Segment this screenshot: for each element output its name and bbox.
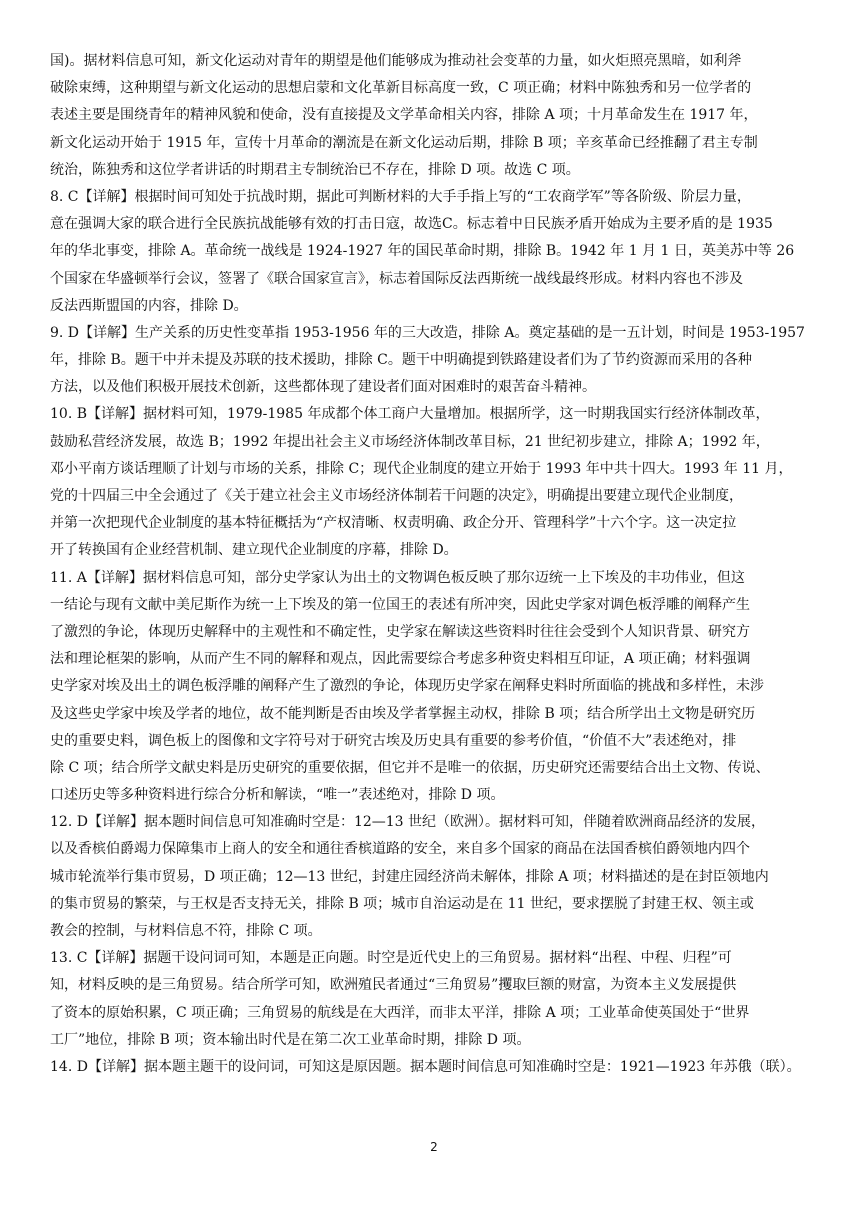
text-line: 国)。据材料信息可知，新文化运动对青年的期望是他们能够成为推动社会变革的力量，如火炬照亮黑暗，如利斧	[50, 53, 742, 69]
text-line: 表述主要是围绕青年的精神风貌和使命，没有直接提及文学革命相关内容，排除 A 项；十月革命发生在 1917 年，	[50, 107, 758, 124]
paragraph-q8	[50, 184, 820, 320]
text-line: 破除束缚，这种期望与新文化运动的思想启蒙和文化革新目标高度一致，C 项正确；材料中陈独秀和另一位学者的	[50, 80, 752, 97]
text-line: 并第一次把现代企业制度的基本特征概括为“产权清晰、权责明确、政企分开、管理科学”十六个字。这一决定拉	[50, 515, 737, 532]
text-line: 9. D【详解】生产关系的历史性变革指 1953-1956 年的三大改造，排除 A。奠定基础的是一五计划，时间是 1953-1957	[50, 324, 805, 341]
text-line: 工厂”地位，排除 B 项；资本输出时代是在第二次工业革命时期，排除 D 项。	[50, 1031, 531, 1048]
text-line: 邓小平南方谈话理顺了计划与市场的关系，排除 C；现代企业制度的建立开始于 1993 年中共十四大。1993 年 11 月，	[50, 460, 793, 477]
text-line: 年，排除 B。题干中并未提及苏联的技术援助，排除 C。题干中明确提到铁路建设者们为了节约资源而采用的各种	[50, 352, 752, 369]
text-line: 10. B【详解】据材料可知，1979-1985 年成都个体工商户大量增加。根据所学，这一时期我国实行经济体制改革，	[50, 406, 770, 423]
paragraph-q13	[50, 945, 820, 1054]
text-line: 8. C【详解】根据时间可知处于抗战时期，据此可判断材料的大手手指上写的“工农商学军”等各阶级、阶层力量，	[50, 188, 751, 205]
text-line: 党的十四届三中全会通过了《关于建立社会主义市场经济体制若干问题的决定》，明确提出要建立现代企业制度，	[50, 488, 743, 504]
text-line: 城市轮流举行集市贸易，D 项正确；12—13 世纪，封建庄园经济尚未解体，排除 A 项；材料描述的是在封臣领地内	[50, 868, 769, 885]
text-line: 的集市贸易的繁荣，与王权是否支持无关，排除 B 项；城市自治运动是在 11 世纪，要求摆脱了封建王权、领主或	[50, 895, 754, 912]
text-line: 史学家对埃及出土的调色板浮雕的阐释产生了激烈的争论，体现历史学家在阐释史料时所面临的挑战和多样性，未涉	[50, 678, 764, 695]
text-line: 史的重要史料，调色板上的图像和文字符号对于研究古埃及历史具有重要的参考价值，“价值不大”表述绝对，排	[50, 732, 737, 749]
text-line: 统治，陈独秀和这位学者讲话的时期君主专制统治已不存在，排除 D 项。故选 C 项。	[50, 161, 580, 178]
paragraph-q12	[50, 809, 820, 945]
text-line: 一结论与现有文献中美尼斯作为统一上下埃及的第一位国王的表述有所冲突，因此史学家对调色板浮雕的阐释产生	[50, 596, 750, 613]
text-line: 了资本的原始积累，C 项正确；三角贸易的航线是在大西洋，而非太平洋，排除 A 项；工业革命使英国处于“世界	[50, 1004, 750, 1021]
text-line: 14. D【详解】据本题主题干的设问词，可知这是原因题。据本题时间信息可知准确时空是：1921—1923 年苏俄（联）。	[50, 1058, 801, 1075]
page-number: 2	[430, 1140, 438, 1154]
text-line: 12. D【详解】据本题时间信息可知准确时空是：12—13 世纪（欧洲）。据材料可知，伴随着欧洲商品经济的发展，	[50, 814, 766, 831]
text-line: 开了转换国有企业经营机制、建立现代企业制度的序幕，排除 D。	[50, 542, 458, 559]
paragraph-q11	[50, 565, 820, 810]
answer-explanations	[50, 48, 820, 1081]
text-line: 除 C 项；结合所学文献史料是历史研究的重要依据，但它并不是唯一的依据，历史研究还需要结合出土文物、传说、	[50, 759, 770, 776]
paragraph-q10	[50, 401, 820, 564]
text-line: 及这些史学家中埃及学者的地位，故不能判断是否由埃及学者掌握主动权，排除 B 项；结合所学出土文物是研究历	[50, 705, 756, 722]
text-line: 新文化运动开始于 1915 年，宣传十月革命的潮流是在新文化运动后期，排除 B 项；辛亥革命已经推翻了君主专制	[50, 134, 758, 151]
text-line: 意在强调大家的联合进行全民族抗战能够有效的打击日寇，故选C。标志着中日民族矛盾开始成为主要矛盾的是 1935	[50, 216, 773, 233]
text-line: 知，材料反映的是三角贸易。结合所学可知，欧洲殖民者通过“三角贸易”攫取巨额的财富，为资本主义发展提供	[50, 977, 737, 994]
text-line: 11. A【详解】据材料信息可知，部分史学家认为出土的文物调色板反映了那尔迈统一上下埃及的丰功伟业，但这	[50, 569, 745, 586]
paragraph-q7-continuation	[50, 48, 820, 184]
text-line: 教会的控制，与材料信息不符，排除 C 项。	[50, 923, 322, 939]
paragraph-q9	[50, 320, 820, 402]
text-line: 以及香槟伯爵竭力保障集市上商人的安全和通往香槟道路的安全，来自多个国家的商品在法国香槟伯爵领地内四个	[50, 841, 750, 858]
text-line: 方法，以及他们积极开展技术创新，这些都体现了建设者们面对困难时的艰苦奋斗精神。	[50, 379, 596, 396]
paragraph-q14	[50, 1054, 820, 1081]
text-line: 13. C【详解】据题干设问词可知，本题是正向题。时空是近代史上的三角贸易。据材料“出程、中程、归程”可	[50, 950, 732, 967]
text-line: 年的华北事变，排除 A。革命统一战线是 1924-1927 年的国民革命时期，排除 B。1942 年 1 月 1 日，英美苏中等 26	[50, 243, 795, 260]
text-line: 鼓励私营经济发展，故选 B；1992 年提出社会主义市场经济体制改革目标，21 世纪初步建立，排除 A；1992 年，	[50, 433, 770, 450]
text-line: 口述历史等多种资料进行综合分析和解读，“唯一”表述绝对，排除 D 项。	[50, 787, 505, 804]
text-line: 反法西斯盟国的内容，排除 D。	[50, 297, 248, 314]
text-line: 了激烈的争论，体现历史解释中的主观性和不确定性，史学家在解读这些资料时往往会受到个人知识背景、研究方	[50, 623, 750, 640]
text-line: 个国家在华盛顿举行会议，签署了《联合国家宣言》，标志着国际反法西斯统一战线最终形成。材料内容也不涉及	[50, 270, 743, 287]
text-line: 法和理论框架的影响，从而产生不同的解释和观点，因此需要综合考虑多种资史料相互印证，A 项正确；材料强调	[50, 651, 751, 668]
